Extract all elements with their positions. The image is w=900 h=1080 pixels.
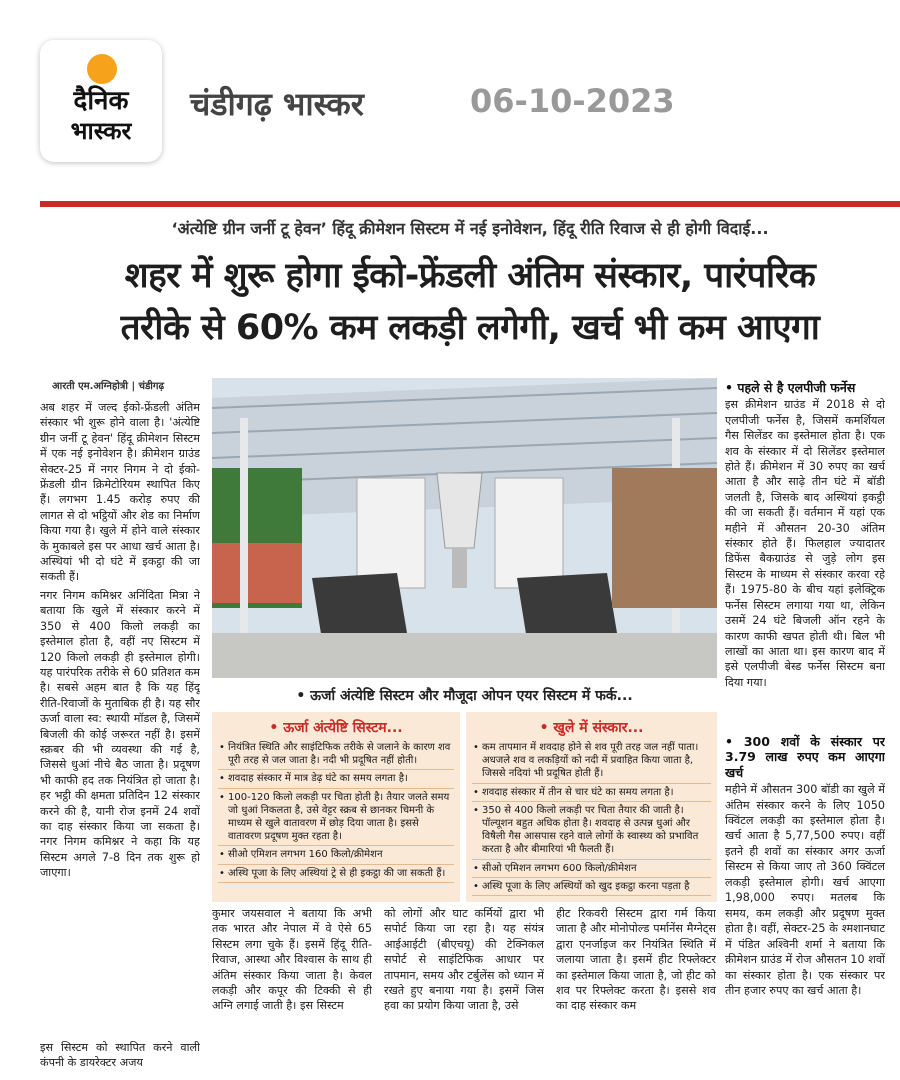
app-header	[0, 0, 900, 200]
bottom-column-1: कुमार जयसवाल ने बताया कि अभी तक भारत और नेपाल में वे ऐसे 65 सिस्टम लगा चुके हैं। इसमें हिंदू रीति-रिवाज, आस्था और विश्वास के साथ ही अंतिम संस्कार किया जाता है। केवल लकड़ी और कपूर की टिक्की से ही अग्नि लगाई जाती है। इस सिस्टम	[212, 907, 372, 1013]
left-column-tail	[40, 1040, 200, 1080]
comparison-heading: • ऊर्जा अंत्येष्टि सिस्टम और मौजूदा ओपन एयर सिस्टम में फर्क...	[296, 688, 633, 704]
sun-icon	[87, 54, 117, 84]
list-item: • सीओ एमिशन लगभग 600 किलो/क्रीमेशन	[472, 862, 711, 878]
list-item: • 350 से 400 किलो लकड़ी पर चिता तैयार की जाती है। पॉल्यूशन बहुत अधिक होता है। शवदाह से उत्पन्न धुआं और विषैली गैस आसपास रहने वाले लोगों के स्वास्थ्य को प्रभावित करता है और बीमारियां भी फैलती हैं।	[472, 804, 711, 860]
headline-line1: शहर में शुरू होगा ईको-फ्रेंडली अंतिम संस्कार, पारंपरिक	[124, 256, 816, 296]
bottom-column-2: को लोगों और घाट कर्मियों द्वारा भी सपोर्ट किया जा रहा है। यह संयंत्र आईआईटी (बीएचयू) की टेक्निकल सपोर्ट से साइंटिफिक आधार पर तापमान, समय और टर्बुलेंस को ध्यान में रखते हुए बनाया गया है। इसमें जिस हवा का प्रयोग किया जाता है, उसे	[384, 907, 544, 1013]
list-item: • नियंत्रित स्थिति और साइंटिफिक तरीके से जलाने के कारण शव पूरी तरह से जल जाता है। नदी भी प्रदूषित नहीं होती।	[218, 741, 454, 770]
logo-text-line2: भास्कर	[70, 117, 132, 145]
left-col-paragraph3: इस सिस्टम को स्थापित करने वाली कंपनी के डायरेक्टर अजय	[40, 1041, 200, 1070]
list-item: • 100-120 किलो लकड़ी पर चिता होती है। तैयार जलते समय जो धुआं निकलता है, उसे वेट्टर स्क्रब से छानकर चिमनी के माध्यम से खुले वातावरण में छोड़ दिया जाता है। इससे वातावरण प्रदूषण मुक्त रहता है।	[218, 791, 454, 847]
edition-title: चंडीगढ़ भास्कर	[190, 85, 364, 123]
left-col-paragraph1: अब शहर में जल्द ईको-फ्रेंडली अंतिम संस्कार भी शुरू होने वाला है। 'अंत्येष्टि ग्रीन जर्नी टू हेवन' हिंदू क्रीमेशन सिस्टम में एक नई इनोवेशन है। क्रीमेशन ग्राउंड सेक्टर-25 में नगर निगम ने दो ईको-फ्रेंडली ग्रीन क्रिमेटोरियम स्थापित किए हैं। लगभग 1.45 करोड़ रुपए की लागत से दो भट्ठियों और शेड का निर्माण किया गया है। खुले में होने वाले संस्कार के मुकाबले इस पर आधा खर्च आता है। अस्थियां भी दो घंटे में इकट्ठा की जा सकती हैं।	[40, 401, 200, 584]
article-kicker: ‘अंत्येष्टि ग्रीन जर्नी टू हेवन’ हिंदू क्रीमेशन सिस्टम में नई इनोवेशन, हिंदू रीति रिवाज से ही होगी विदाई...	[171, 219, 769, 238]
open-air-box	[466, 712, 717, 902]
article-headline	[40, 250, 900, 354]
dainik-bhaskar-logo[interactable]	[40, 40, 162, 162]
right-column-cost	[725, 734, 885, 904]
list-item: • कम तापमान में शवदाह होने से शव पूरी तरह जल नहीं पाता। अधजले शव व लकड़ियों को नदी में प्रवाहित किया जाता है, जिससे नदियां भी प्रदूषित होती हैं।	[472, 741, 711, 784]
edition-date: 06-10-2023	[470, 82, 675, 120]
list-item: • शवदाह संस्कार में तीन से चार घंटे का समय लगता है।	[472, 786, 711, 802]
headline-line2: तरीके से 60% कम लकड़ी लगेगी, खर्च भी कम आएगा	[120, 308, 820, 348]
list-item: • शवदाह संस्कार में मात्र डेढ़ घंटे का समय लगता है।	[218, 772, 454, 788]
bottom-column-4: समय, कम लकड़ी और प्रदूषण मुक्त होता है। वहीं, सेक्टर-25 के श्मशानघाट में पंडित अश्विनी शर्मा ने बताया कि क्रीमेशन ग्राउंड में रोज औसतन 10 शवों का संस्कार होता है। एक संस्कार पर तीन हजार रुपए का खर्च आता है।	[725, 907, 885, 998]
urja-box-title: • ऊर्जा अंत्येष्टि सिस्टम...	[269, 720, 403, 736]
list-item: • अस्थि पूजा के लिए अस्थियां ट्रे से ही इकट्ठा की जा सकती हैं।	[218, 867, 454, 883]
lpg-subheading: • पहले से है एलपीजी फर्नेस	[725, 380, 856, 395]
cost-subheading: • 300 शवों के संस्कार पर 3.79 लाख रुपए कम आएगा खर्च	[725, 734, 885, 780]
logo-text-line1: दैनिक	[73, 86, 129, 116]
open-box-title: • खुले में संस्कार...	[539, 720, 644, 736]
list-item: • सीओ एमिशन लगभग 160 किलो/क्रीमेशन	[218, 848, 454, 864]
urja-box-list	[218, 741, 454, 883]
article-byline: आरती एम.अग्निहोत्री | चंडीगढ़	[52, 381, 165, 392]
bottom-column-3: हीट रिकवरी सिस्टम द्वारा गर्म किया जाता है और मोनोपोल्ड पर्मानेंस मैग्नेट्स द्वारा एनर्जाइज कर नियंत्रित स्थिति में जलाया जाता है। इसमें हीट रिफ्लेक्टर का इस्तेमाल किया जाता है, जो हीट को शव पर रिफ्लेक्ट करता है। इससे शव का दाह संस्कार कम	[556, 907, 716, 1013]
left-col-paragraph2: नगर निगम कमिश्नर अनिंदिता मित्रा ने बताया कि खुले में संस्कार करने में 350 से 400 किलो लकड़ी का इस्तेमाल होता है, वहीं नए सिस्टम में 120 किलो लकड़ी ही इस्तेमाल होगी। यह पारंपरिक तरीके से 60 प्रतिशत कम है। सबसे अहम बात है कि यह हिंदू रीति-रिवाजों के मुताबिक ही है। यह सौर ऊर्जा वाला स्व: स्थायी मॉडल है, जिसमें बिजली की कोई जरूरत नहीं है। इसमें स्क्रबर की भी व्यवस्था की गई है, जिससे धुआं नीचे बैठ जाता है। प्रदूषण भी काफी हद तक नियंत्रित हो जाता है। हर भट्ठी की क्षमता प्रतिदिन 12 संस्कार करने की है, यानी रोज इनमें 24 शवों का दाह संस्कार किया जा सकता है। नगर निगम कमिश्नर ने कहा कि यह सिस्टम अगले 7-8 दिन तक शुरू हो जाएगा।	[40, 588, 200, 880]
lpg-paragraph: इस क्रीमेशन ग्राउंड में 2018 से दो एलपीजी फर्नेस है, जिसमें कमर्शियल गैस सिलेंडर का इस्तेमाल होता है। एक शव के संस्कार में दो सिलेंडर इस्तेमाल होते हैं। क्रीमेशन में 30 रुपए का खर्च आता है और साढ़े तीन घंटे में बॉडी जलती है, जिसके बाद अस्थियां इकट्ठी की जा सकती हैं। वर्तमान में यहां एक महीने में औसतन 20-30 अंतिम संस्कार होते हैं। फिलहाल ज्यादातर डिफेंस बैकग्राउंड से जुड़े लोग इस सिस्टम के माध्यम से संस्कार करवा रहे हैं। 1975-80 के बीच यहां इलेक्ट्रिक फर्नेस सिस्टम लगाया गया था, लेकिन उसमें 24 घंटे बिजली ऑन रहने के कारण काफी खपत होती थी। बिल भी लाखों का आता था। इस कारण बाद में इसे एलपीजी बेस्ड फर्नेस सिस्टम बना दिया गया।	[725, 398, 885, 689]
urja-system-box	[212, 712, 460, 902]
crematorium-photo-illustration	[212, 378, 717, 678]
header-divider	[40, 201, 900, 207]
crematorium-photo	[212, 378, 717, 678]
list-item: • अस्थि पूजा के लिए अस्थियों को खुद इकट्ठा करना पड़ता है	[472, 880, 711, 896]
right-column-lpg	[725, 380, 885, 720]
open-box-list	[472, 741, 711, 896]
left-column	[40, 400, 200, 900]
cost-paragraph: महीने में औसतन 300 बॉडी का खुले में अंतिम संस्कार करने के लिए 1050 क्विंटल लकड़ी का इस्तेमाल होता है। खर्च आता है 5,77,500 रुपए। वहीं इतने ही शवों का संस्कार अगर ऊर्जा सिस्टम से किया जाए तो 360 क्विंटल लकड़ी इस्तेमाल होगी। खर्च आएगा 1,98,000 रुपए। मतलब कि	[725, 783, 885, 904]
